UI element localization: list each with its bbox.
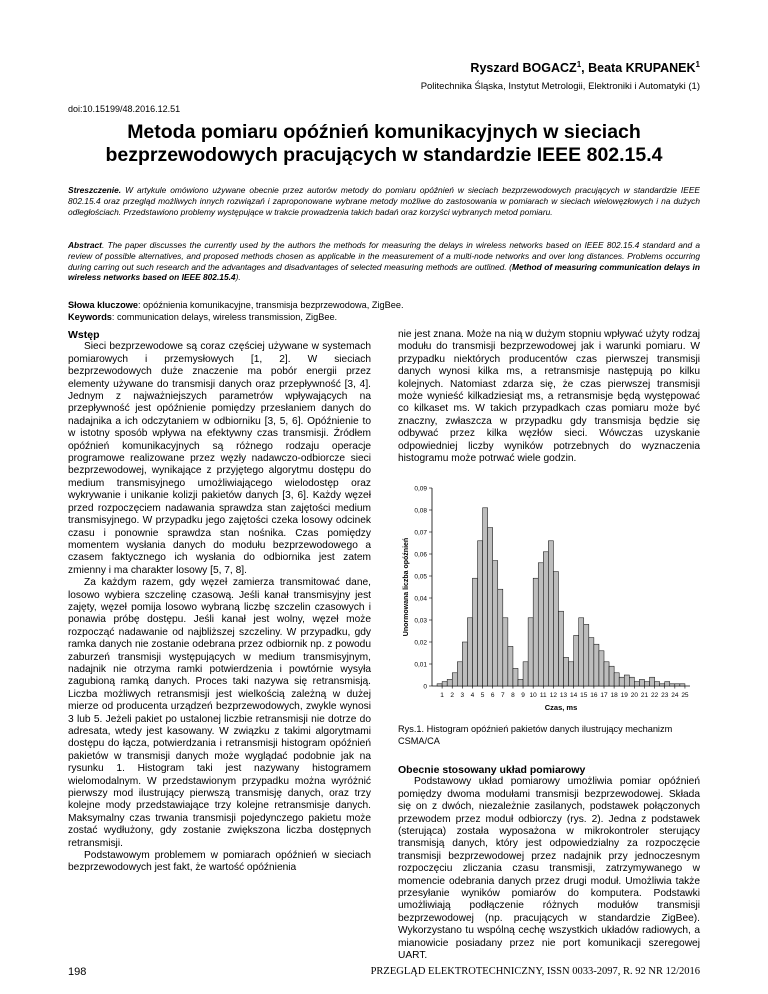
figure-caption: Rys.1. Histogram opóźnień pakietów danych ilustrujący mechanizm CSMA/CA — [398, 724, 673, 746]
histogram-bar — [538, 563, 543, 686]
keywords-en-label: Keywords — [68, 311, 112, 322]
histogram-bar — [447, 679, 452, 686]
paragraph: nie jest znana. Może na nią w dużym stopniu wpływać użyty rodzaj modułu do transmisji bezprzewodowej jak i warunki pomiaru. W przypadku niektórych producentów czas pierwszej transmisji danych wynosi kilka ms, a retransmisje następują po kilku kolejnych. Natomiast zdarza się, że czas pierwszej transmisji może wynieść kilkadziesiąt ms, a retransmisje będą występować co kilkaset ms. W takich przypadkach czas pomiaru może być znaczny, zwłaszcza w przypadku gdy transmisja będzie się odbywać przez kilka węzłów sieci. Wówczas uzyskanie odpowiedniej liczby wyników potrzebnych do wyznaczenia histogramu może potrwać wiele godzin. — [398, 329, 700, 465]
journal-name: PRZEGLĄD ELEKTROTECHNICZNY, ISSN 0033-2097, R. 92 NR 12/2016 — [370, 966, 700, 977]
author-1: Ryszard BOGACZ — [470, 61, 577, 76]
authors: Ryszard BOGACZ$^1$, Beata KRUPANEK$^1$ — [470, 60, 700, 76]
histogram-bar — [533, 578, 538, 686]
histogram-bar — [437, 684, 442, 686]
keywords-pl — [68, 300, 700, 312]
affiliation: Politechnika Śląska, Instytut Metrologii, Elektroniki i Automatyki (1) — [420, 81, 700, 92]
y-tick-label: 0,02 — [414, 639, 427, 647]
y-tick-label: 0,07 — [414, 529, 427, 537]
histogram-bar — [508, 646, 513, 686]
histogram-bar — [483, 508, 488, 686]
paragraph: Podstawowy układ pomiarowy umożliwia pomiar opóźnień pomiędzy dwoma modułami transmisji bezprzewodowej. Składa się on z dwóch, niezależnie zasilanych, podstawek połączonych przewodem przez moduł odbiorczy (rys. 2). Jedna z podstawek (sterująca) została wyposażona w mikrokontroler sterujący transmisją danych, który jest odpowiedzialny za rozpoczęcie transmisji bezprzewodowej przez nadajnik przy jednoczesnym rozpoczęciu zliczania czasu transmisji, zatrzymywanego w momencie odebrania danych przez drugi moduł. Umożliwia także przesyłanie wyników pomiarów do komputera. Podstawki umożliwiają podłączenie różnych modułów transmisji bezprzewodowej (np. pracujących w standardzie ZigBee). Wykorzystano tu wspólną cechę wszystkich układów radiowych, a mianowicie posiadany przez nie port komunikacji szeregowej UART. — [398, 776, 700, 962]
x-tick-label: 6 — [490, 692, 495, 699]
keywords-en-text: : communication delays, wireless transmission, ZigBee. — [111, 311, 338, 322]
chart-bars — [437, 508, 685, 686]
y-tick-label: 0,08 — [414, 507, 427, 515]
left-column — [68, 329, 371, 875]
histogram-chart — [398, 480, 700, 718]
histogram-bar — [594, 644, 599, 686]
x-tick-label: 25 — [681, 692, 689, 699]
histogram-bar — [569, 662, 574, 686]
x-tick-label: 22 — [650, 692, 659, 699]
histogram-bar — [660, 684, 665, 686]
keywords-pl-text: : opóźnienia komunikacyjne, transmisja bezprzewodowa, ZigBee. — [137, 300, 404, 310]
abstract-label: Abstract — [68, 240, 102, 250]
histogram-bar — [558, 611, 563, 686]
histogram-bar — [518, 679, 523, 686]
histogram-bar — [472, 578, 477, 686]
histogram-bar — [665, 682, 670, 686]
histogram-bar — [650, 677, 655, 686]
title-line-2: bezprzewodowych pracujących w standardzie IEEE 802.15.4 — [105, 144, 663, 166]
y-tick-label: 0,06 — [414, 551, 427, 559]
y-tick-label: 0,01 — [414, 661, 427, 669]
keywords — [68, 300, 700, 323]
histogram-bar — [442, 682, 447, 686]
x-tick-label: 16 — [590, 692, 598, 699]
histogram-bar — [634, 682, 639, 686]
y-tick-label: 0,03 — [414, 617, 427, 625]
abstract-end: ). — [235, 272, 241, 283]
histogram-bar — [574, 635, 579, 686]
histogram-bar — [579, 618, 584, 686]
x-tick-label: 9 — [521, 692, 525, 699]
abstract-en-title: Method of measuring communication delays in wireless networks based on IEEE 802.15.4 — [68, 261, 700, 283]
page-number: 198 — [68, 966, 87, 978]
section-heading-uklad: Obecnie stosowany układ pomiarowy — [398, 764, 586, 776]
right-column-bottom — [398, 764, 700, 963]
chart-y-axis-label: Unormowana liczba opóźnień — [403, 537, 410, 637]
paragraph: Sieci bezprzewodowe są coraz częściej używane w systemach pomiarowych i przemysłowych [1, 2]. W sieciach bezprzewodowych duże znaczenie ma pobór energii przez elementy używane do transmisji danych oraz przepływność [3, 4]. Jednym z najważniejszych parametrów wpływających na przepływność jest opóźnienie pomiędzy przesłaniem danych do nadajnika a ich odczytaniem w odbiorniku [3, 5, 6]. Opóźnienie to w istotny sposób wpływa na efektywny czas transmisji. Źródłem opóźnień komunikacyjnych są różnego rodzaju operacje programowe realizowane przez węzły nadawczo-odbiorcze sieci bezprzewodowej, wynikające z przyjętego algorytmu dostępu do medium transmisyjnego umożliwiającego wielodostęp oraz wykrywanie i unikanie kolizji pakietów danych [3, 6]. Każdy węzeł przed rozpoczęciem nadawania sprawdza stan zajętości medium transmisyjnego. W przypadku jego zajętości czeka losowy odcinek czasu i ponownie sprawdza stan nośnika. Czas pomiędzy momentem wysłania danych do modułu bezprzewodowego a czasem faktycznego ich wysłania do odbiornika jest zatem zmienny i ma charakter losowy [5, 7, 8]. — [68, 341, 371, 576]
histogram-bar — [589, 638, 594, 686]
histogram-bar — [462, 642, 467, 686]
x-tick-label: 7 — [501, 692, 505, 699]
streszczenie-label: Streszczenie. — [68, 185, 122, 195]
x-tick-label: 17 — [600, 692, 608, 699]
abstract-text: . The paper discusses the currently used by the authors the methods for measuring the delays in wireless networks based on IEEE 802.15.4 standard and a review of possible alternatives, and proposed methods chosen as applicable in the measurement of a multi-node networks and over long distances. Problems occurring during carring out such research and the advantages and disadvantages of selected measuring methods are outlined. ( — [68, 240, 700, 272]
histogram-bar — [614, 673, 619, 686]
x-tick-label: 3 — [460, 692, 465, 699]
histogram-bar — [493, 561, 498, 686]
doi: doi:10.15199/48.2016.12.51 — [68, 104, 181, 114]
keywords-en — [68, 312, 700, 324]
histogram-bar — [553, 572, 558, 686]
x-tick-label: 10 — [529, 692, 537, 699]
histogram-bar — [639, 679, 644, 686]
x-tick-label: 2 — [450, 692, 455, 699]
histogram-bar — [488, 528, 493, 686]
histogram-bar — [629, 677, 634, 686]
x-tick-label: 23 — [661, 692, 669, 699]
y-tick-label: 0 — [423, 683, 427, 691]
x-tick-label: 12 — [549, 692, 558, 699]
histogram-bar — [619, 677, 624, 686]
histogram-bar — [528, 618, 533, 686]
histogram-bar — [513, 668, 518, 686]
x-tick-label: 19 — [620, 692, 628, 699]
author-2: Beata KRUPANEK — [588, 61, 696, 76]
histogram-bar — [655, 682, 660, 686]
histogram-bar — [599, 651, 604, 686]
abstract — [68, 240, 700, 283]
chart-y-ticks — [414, 485, 432, 690]
chart-x-ticks — [440, 686, 689, 699]
streszczenie-text: W artykule omówiono używane obecnie przez autorów metody do pomiaru opóźnień w sieciach bezprzewodowych pracujących w standardzie IEEE 802.15.4 oraz przegląd możliwych innych rozwiązań i zaproponowane wybrane metody możliwe do zastosowania w pomiarach w sieciach wielowęzłowych i na dużych odległościach. Przedstawiono problemy występujące w trakcie prowadzenia takich badań oraz korzyści wybranych metod pomiaru. — [68, 185, 701, 217]
streszczenie — [68, 185, 700, 217]
x-tick-label: 14 — [570, 692, 578, 699]
histogram-bar — [452, 673, 457, 686]
keywords-pl-label: Słowa kluczowe — [68, 300, 138, 310]
x-tick-label: 18 — [610, 692, 618, 699]
histogram-bar — [604, 662, 609, 686]
author-1-sup: 1 — [576, 60, 582, 69]
histogram-bar — [543, 552, 548, 686]
x-tick-label: 24 — [671, 692, 679, 699]
y-tick-label: 0,04 — [414, 595, 427, 603]
histogram-bar — [670, 684, 675, 686]
x-tick-label: 8 — [511, 692, 515, 699]
x-tick-label: 15 — [580, 692, 588, 699]
histogram-bar — [467, 618, 472, 686]
page-title — [68, 121, 700, 167]
x-tick-label: 5 — [480, 692, 485, 699]
histogram-bar — [523, 662, 528, 686]
x-tick-label: 11 — [539, 692, 547, 699]
histogram-bar — [609, 666, 614, 686]
title-line-1: Metoda pomiaru opóźnień komunikacyjnych w sieciach — [127, 121, 641, 143]
chart-x-axis-label: Czas, ms — [544, 703, 578, 712]
author-2-sup: 1 — [695, 60, 700, 69]
histogram-bar — [564, 657, 569, 686]
histogram-bar — [478, 541, 483, 686]
right-column-top — [398, 329, 700, 465]
y-tick-label: 0,05 — [414, 573, 427, 581]
paragraph: Za każdym razem, gdy węzeł zamierza transmitować dane, losowo wybiera szczelinę czasową. Jeśli kanał transmisyjny jest zajęty, węzeł pomija losowo wybraną liczbę szczelin czasowych i ponawia próbę dostępu. Jeśli kanał jest wolny, węzeł może rozpocząć nadawanie od najbliższej szczeliny. W przypadku, gdy ramka danych nie zostanie odebrana przez odbiornik np. z powodu zaburzeń transmisji występujących w medium transmisyjnym, nadajnik nie otrzyma ramki potwierdzenia i powtórnie wysyła zagubioną ramką danych. Proces taki nazywa się retransmisją. Liczba możliwych retransmisji jest wielkością zależną w dużej mierze od producenta urządzeń bezprzewodowych, zwykle wynosi 3 lub 5. Jeżeli pakiet po ustalonej liczbie retransmisji nie dotrze do adresata, wtedy jest kasowany. W związku z takimi algorytmami dostępu do łącza, potwierdzania i retransmisji histogram opóźnień pakietów w transmisji danych może wyglądać podobnie jak na rysunku 1. Histogram taki jest nazywany histogramem wielomodalnym. W przedstawionym przypadku można wyróżnić pierwszy mod ilustrujący pierwszą transmisję danych, oraz trzy kolejne mody przedstawiające trzy kolejne retransmisje danych. Maksymalny czas trwania transmisji pojedynczego pakietu może zostać wydłużony, gdy zostanie zwiększona liczba dostępnych retransmisji. — [68, 577, 371, 849]
histogram-bar — [548, 541, 553, 686]
histogram-bar — [680, 684, 685, 686]
paragraph: Podstawowym problemem w pomiarach opóźnień w sieciach bezprzewodowych jest fakt, że wartość opóźnienia — [68, 850, 371, 874]
x-tick-label: 4 — [470, 692, 475, 699]
histogram-bar — [675, 684, 680, 686]
y-tick-label: 0,09 — [414, 485, 427, 493]
histogram-bar — [584, 624, 589, 686]
histogram-bar — [624, 675, 629, 686]
section-heading-wstep: Wstęp — [68, 329, 100, 341]
histogram-bar — [503, 618, 508, 686]
x-tick-label: 1 — [440, 692, 444, 699]
histogram-bar — [498, 589, 503, 686]
x-tick-label: 21 — [640, 692, 649, 699]
x-tick-label: 13 — [559, 692, 568, 699]
x-tick-label: 20 — [630, 692, 638, 699]
histogram-bar — [457, 662, 462, 686]
histogram-bar — [644, 682, 649, 686]
